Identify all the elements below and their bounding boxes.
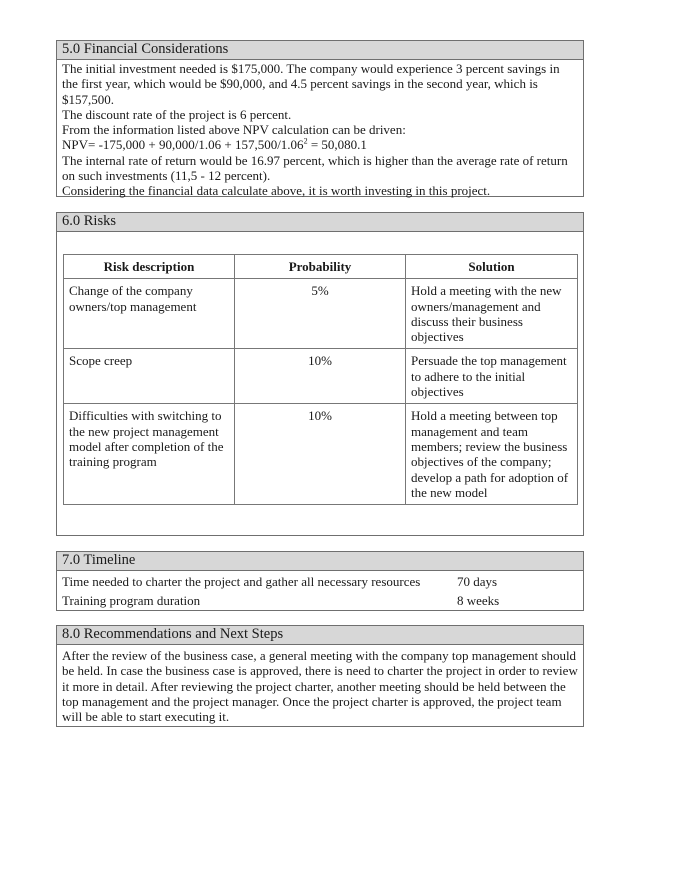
table-row bbox=[64, 404, 578, 505]
npv-formula bbox=[62, 137, 578, 152]
risks-table-header-row bbox=[64, 255, 578, 279]
npv-formula-text: NPV= -175,000 + 90,000/1.06 + 157,500/1.06 bbox=[62, 137, 304, 153]
risk-description-cell: Change of the company owners/top management bbox=[64, 279, 235, 349]
timeline-value: 70 days bbox=[457, 574, 498, 589]
timeline-row bbox=[57, 572, 583, 591]
risk-description-cell: Difficulties with switching to the new project management model after completion of the training program bbox=[64, 404, 235, 505]
recommendations-text: After the review of the business case, a general meeting with the company top management should be held. In case the business case is approved, there is need to charter the project in order to review it more in detail. After reviewing the project charter, another meeting should be held between the top management and the project manager. Once the project charter is approved, the project team will be able to start executing it. bbox=[62, 648, 578, 725]
column-header-solution: Solution bbox=[406, 255, 578, 279]
probability-cell: 10% bbox=[235, 404, 406, 505]
solution-cell: Hold a meeting with the new owners/management and discuss their business objectives bbox=[406, 279, 578, 349]
recommendations-section bbox=[56, 625, 584, 727]
timeline-value: 8 weeks bbox=[457, 593, 500, 608]
npv-result: = 50,080.1 bbox=[307, 137, 367, 153]
financial-section bbox=[56, 40, 584, 197]
financial-discount-text: The discount rate of the project is 6 percent. bbox=[62, 106, 292, 122]
timeline-section bbox=[56, 551, 584, 611]
risks-section bbox=[56, 212, 584, 536]
timeline-label: Time needed to charter the project and gather all necessary resources bbox=[62, 574, 421, 589]
table-row bbox=[64, 279, 578, 349]
recommendations-heading: 8.0 Recommendations and Next Steps bbox=[57, 626, 583, 645]
financial-investment-text: The initial investment needed is $175,000. The company would experience 3 percent savings in the first year, which would be $90,000, and 4.5 percent savings in the second year, which is $157,500. bbox=[62, 61, 560, 107]
risk-description-cell: Scope creep bbox=[64, 349, 235, 404]
solution-cell: Hold a meeting between top management and team members; review the business objectives of the company; develop a path for adoption of the new model bbox=[406, 404, 578, 505]
financial-body bbox=[57, 60, 583, 199]
financial-irr-text: The internal rate of return would be 16.97 percent, which is higher than the average rate of return on such investments (11,5 - 12 percent). bbox=[62, 152, 568, 184]
npv-exponent: 2 bbox=[303, 137, 308, 147]
timeline-label: Training program duration bbox=[62, 593, 201, 608]
timeline-heading: 7.0 Timeline bbox=[57, 552, 583, 571]
table-row bbox=[64, 349, 578, 404]
financial-heading: 5.0 Financial Considerations bbox=[57, 41, 583, 60]
solution-cell: Persuade the top management to adhere to the initial objectives bbox=[406, 349, 578, 404]
risks-table bbox=[63, 254, 578, 505]
financial-conclusion: Considering the financial data calculate above, it is worth investing in this project. bbox=[62, 183, 491, 199]
probability-cell: 10% bbox=[235, 349, 406, 404]
column-header-risk-description: Risk description bbox=[64, 255, 235, 279]
probability-cell: 5% bbox=[235, 279, 406, 349]
column-header-probability: Probability bbox=[235, 255, 406, 279]
risks-heading: 6.0 Risks bbox=[57, 213, 583, 232]
financial-npv-intro: From the information listed above NPV calculation can be driven: bbox=[62, 122, 406, 138]
timeline-row bbox=[57, 591, 583, 610]
